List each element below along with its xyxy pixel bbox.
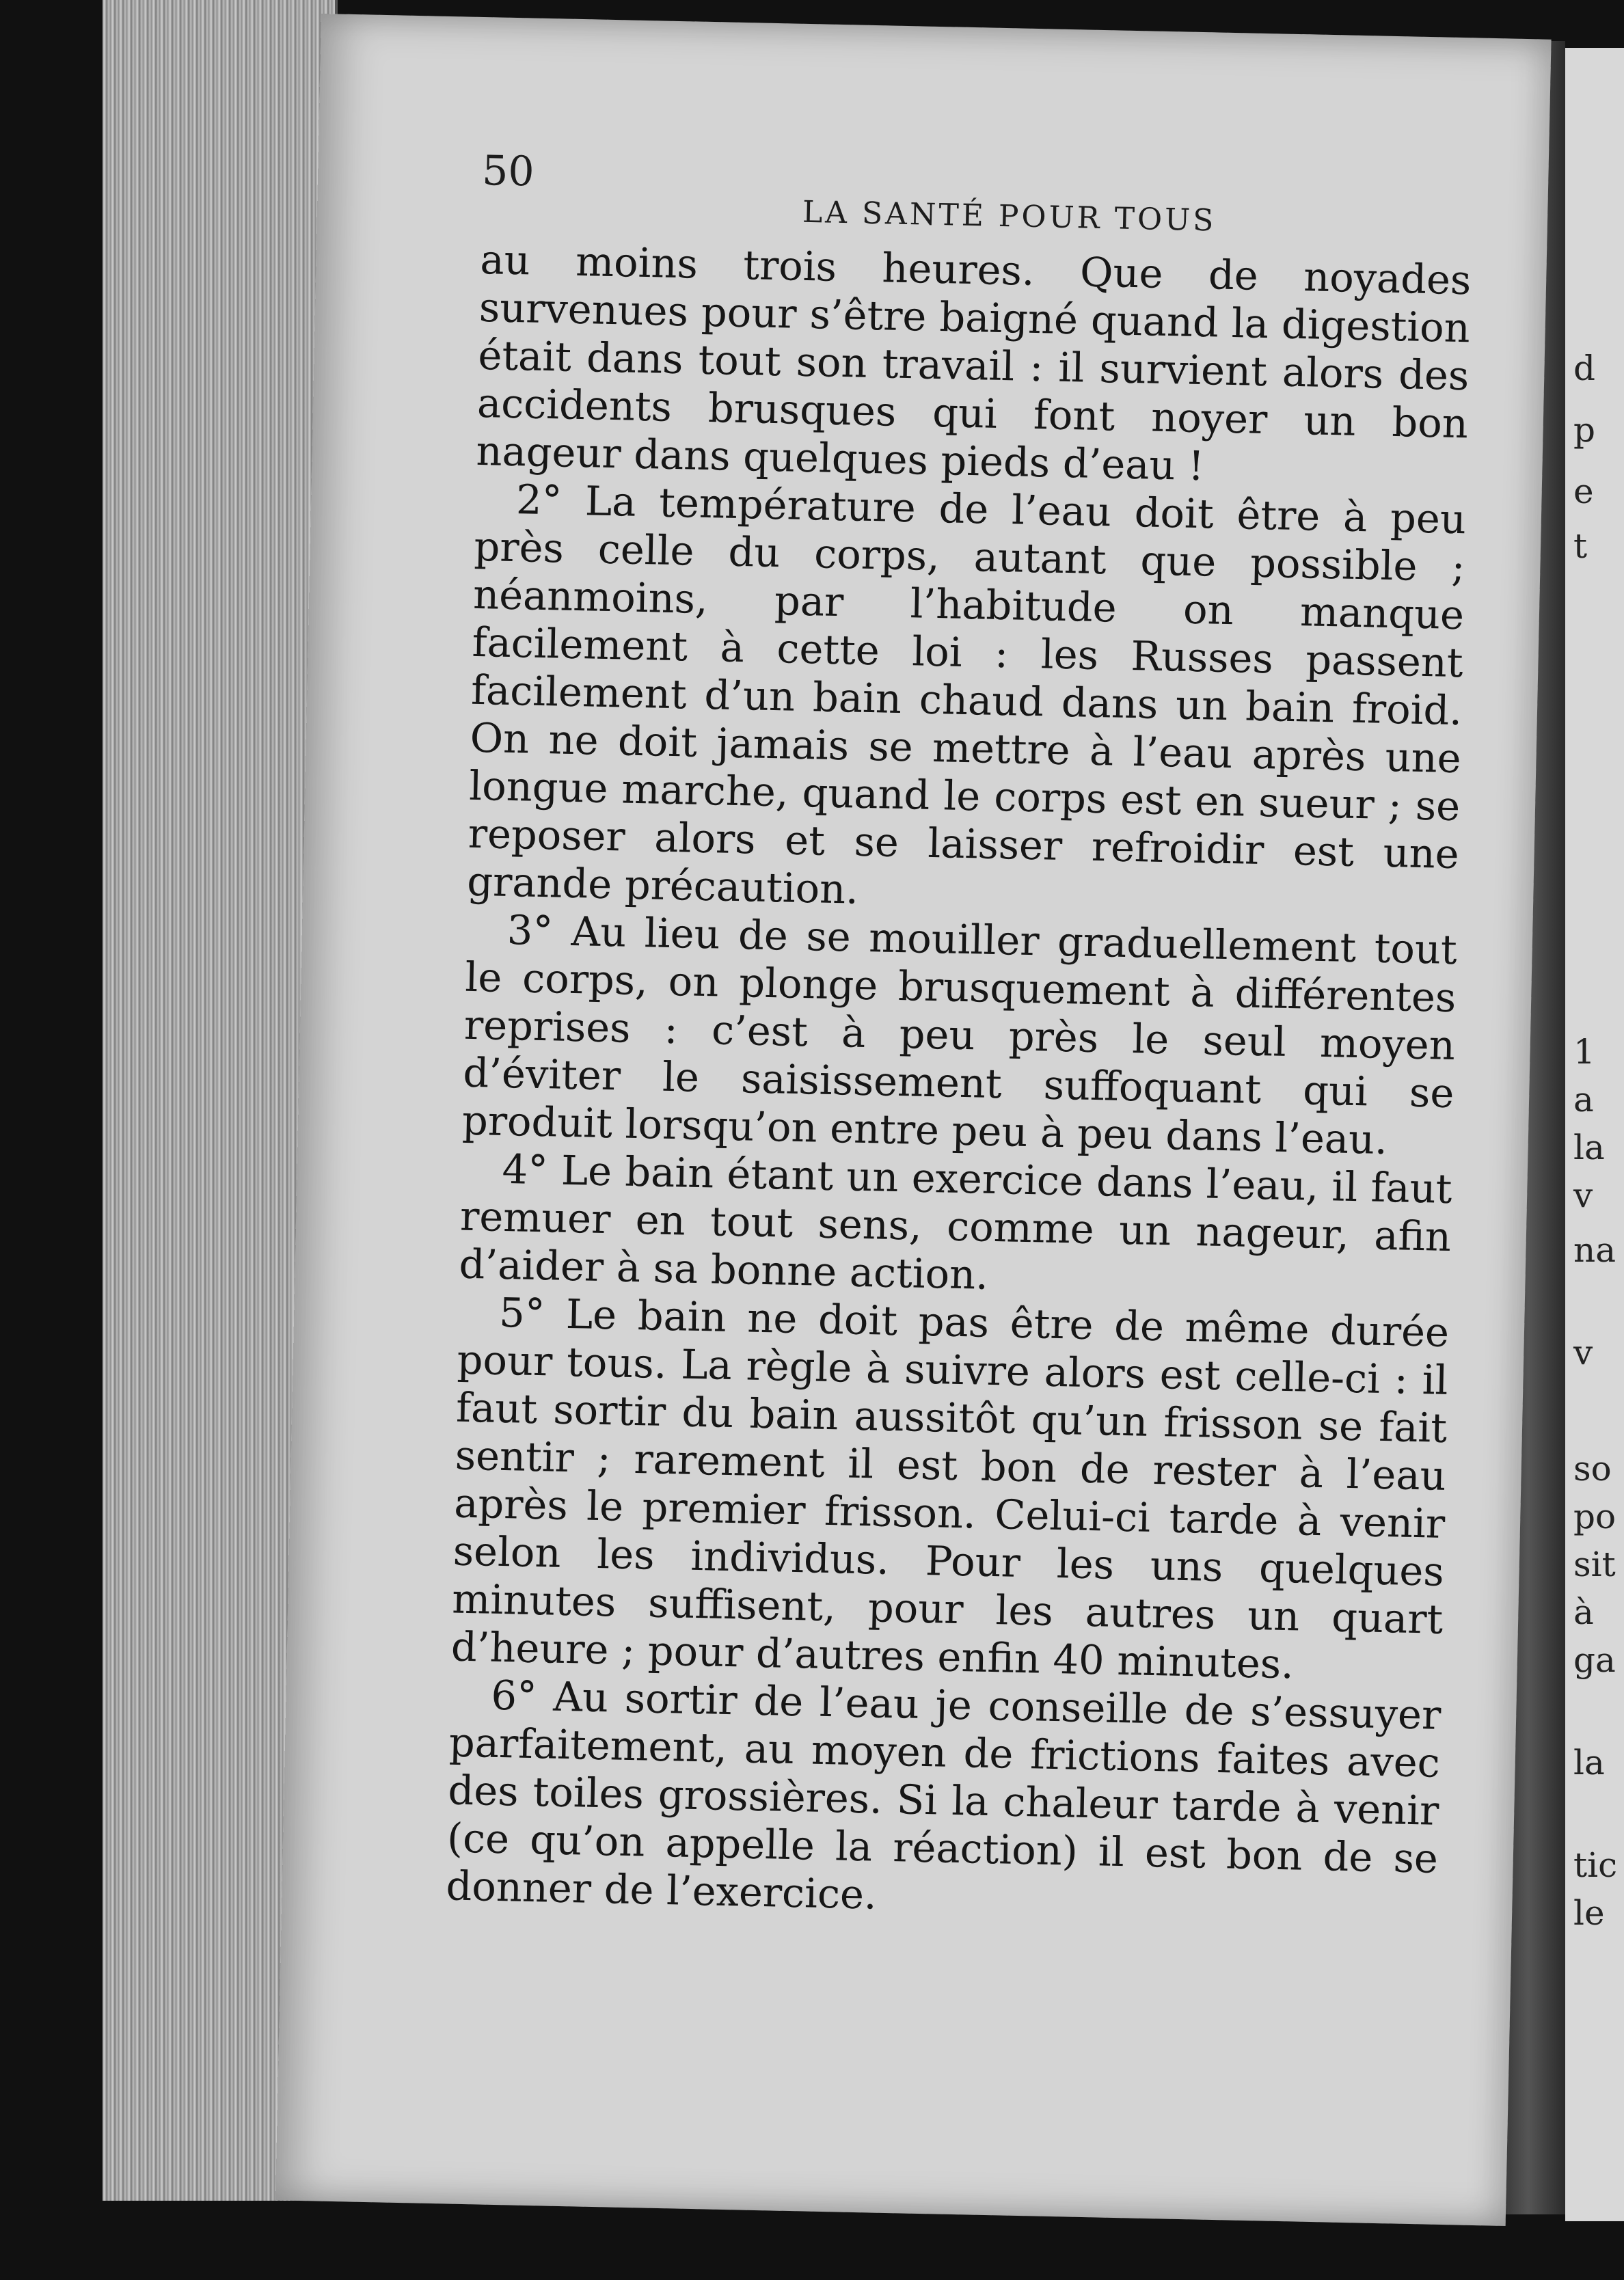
facing-fragment: le [1573,1893,1605,1933]
facing-fragment: v [1573,1333,1593,1372]
facing-fragment: 1 [1573,1032,1595,1072]
facing-fragment: ga [1573,1640,1616,1680]
paragraph: 3° Au lieu de se mouiller graduellement tout le corps, on plonge brusquement à différentes reprises : c’est à peu près le seul moyen d’éviter le saisissement suffoquant qui se produit lorsqu’on entre peu à peu dans l’eau. [461,906,1458,1164]
facing-fragment: tic [1573,1845,1618,1885]
running-head [481,146,1385,239]
paragraph: 4° Le bain étant un exercice dans l’eau, il faut remuer en tout sens, comme un nageur, afin d’aider à sa bonne action. [459,1145,1453,1299]
facing-fragment: à [1573,1592,1594,1632]
running-title: LA SANTÉ POUR TOUS [802,194,1217,239]
book-page [275,14,1552,2226]
paragraph: 5° Le bain ne doit pas être de même durée pour tous. La règle à suivre alors est celle-ci : il faut sortir du bain aussitôt qu’un frisson se fait sentir ; rarement il est bon de rester à l’eau après le premier frisson. Celui-ci tarde à venir selon les individus. Pour les uns quelques minutes suffisent, pour les autres un quart d’heure ; pour d’autres enfin 40 minutes. [450,1288,1450,1688]
facing-page [1565,48,1624,2221]
body-text [446,236,1472,1931]
page-number: 50 [481,146,535,196]
facing-fragment: la [1573,1743,1605,1782]
facing-fragment: po [1573,1497,1616,1536]
facing-fragment: a [1573,1080,1594,1119]
facing-fragment: t [1573,526,1588,566]
facing-fragment: la [1573,1128,1605,1167]
facing-fragment: e [1573,472,1594,511]
facing-fragment: p [1573,410,1596,450]
facing-fragment: na [1573,1230,1616,1270]
facing-fragment: so [1573,1449,1612,1489]
facing-fragment: sit [1573,1545,1616,1584]
paragraph: au moins trois heures. Que de noyades survenues pour s’être baigné quand la digestion était dans tout son travail : il survient alors des accidents brusques qui font noyer un bon nageur dans quelques pieds d’eau ! [475,235,1472,490]
facing-fragment: d [1573,349,1596,388]
facing-fragment: v [1573,1176,1593,1215]
paragraph: 2° La température de l’eau doit être à peu près celle du corps, autant que possible ; néanmoins, par l’habitude on manque facilement à cette loi : les Russes passent facilement d’un bain chaud dans un bain froid. On ne doit jamais se mettre à l’eau après une longue marche, quand le corps est en sueur ; se reposer alors et se laisser refroidir est une grande précaution. [466,476,1467,913]
paragraph: 6° Au sortir de l’eau je conseille de s’essuyer parfaitement, au moyen de frictions faites avec des toiles grossières. Si la chaleur tarde à venir (ce qu’on appelle la réaction) il est bon de se donner de l’exercice. [445,1671,1442,1918]
